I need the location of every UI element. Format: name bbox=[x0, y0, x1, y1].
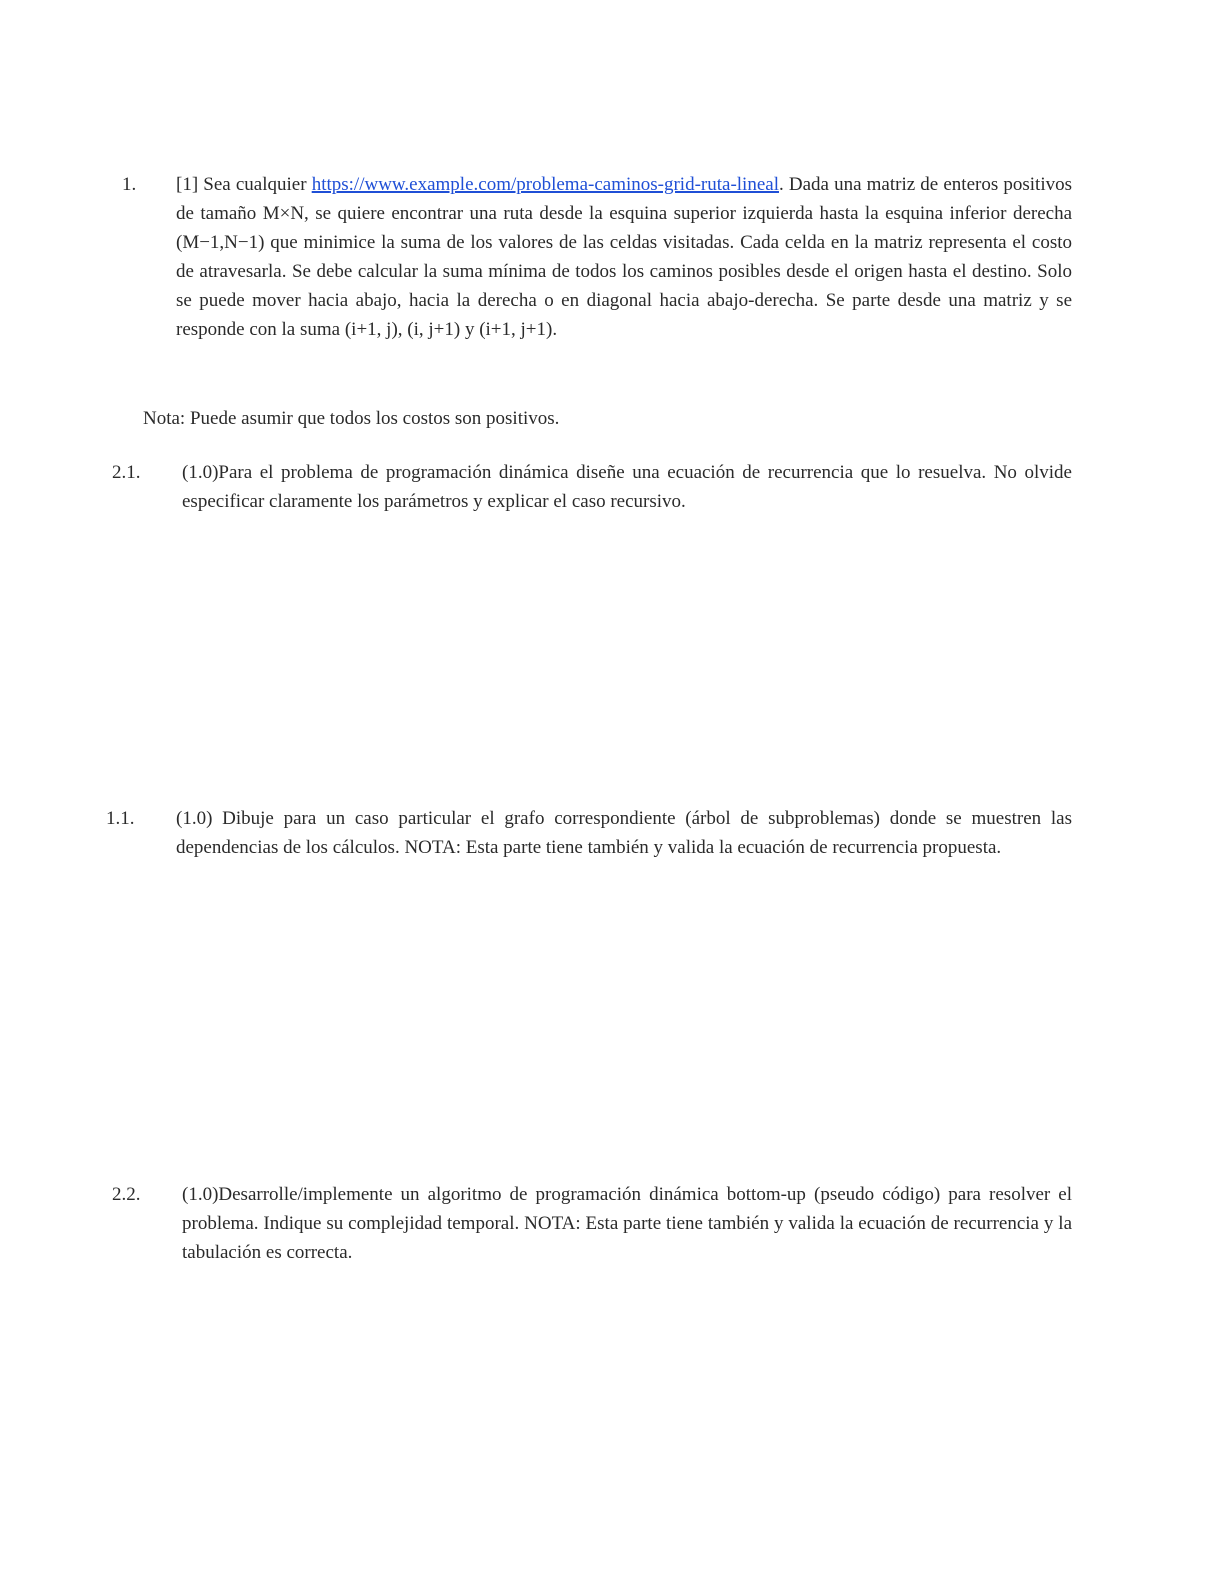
question-1 bbox=[122, 170, 1072, 344]
question-number: 2.2. bbox=[112, 1184, 141, 1205]
question-2-1 bbox=[112, 458, 1072, 516]
question-text: (1.0)Para el problema de programación dinámica diseñe una ecuación de recurrencia que lo resuelva. No olvide especificar claramente los parámetros y explicar el caso recursivo. bbox=[182, 462, 1072, 512]
note-text: Nota: Puede asumir que todos los costos son positivos. bbox=[143, 408, 560, 429]
question-number: 2.1. bbox=[112, 462, 141, 483]
question-text bbox=[176, 170, 1072, 344]
question-body: . Dada una matriz de enteros positivos de tamaño M×N, se quiere encontrar una ruta desde la esquina superior izquierda hasta la esquina inferior derecha (M−1,N−1) que minimice la suma de los valores de las celdas visitadas. Cada celda en la matriz representa el costo de atravesarla. Se debe calcular la suma mínima de todos los caminos posibles desde el origen hasta el destino. Solo se puede mover hacia abajo, hacia la derecha o en diagonal hacia abajo-derecha. Se parte desde una matriz y se responde con la suma (i+1, j), (i, j+1) y (i+1, j+1). bbox=[176, 174, 1073, 340]
question-intro: [1] Sea cualquier bbox=[176, 174, 307, 195]
question-number: 1. bbox=[122, 174, 137, 195]
question-1-1 bbox=[106, 804, 1072, 862]
question-text: (1.0) Dibuje para un caso particular el grafo correspondiente (árbol de subproblemas) donde se muestren las dependencias de los cálculos. NOTA: Esta parte tiene también y valida la ecuación de recurrencia propuesta. bbox=[176, 808, 1072, 858]
problem-link[interactable]: https://www.example.com/problema-caminos-grid-ruta-lineal bbox=[311, 174, 779, 195]
question-number: 1.1. bbox=[106, 808, 135, 829]
question-2-2 bbox=[112, 1180, 1072, 1267]
question-text: (1.0)Desarrolle/implemente un algoritmo de programación dinámica bottom-up (pseudo código) para resolver el problema. Indique su complejidad temporal. NOTA: Esta parte tiene también y valida la ecuación de recurrencia y la tabulación es correcta. bbox=[182, 1184, 1072, 1263]
